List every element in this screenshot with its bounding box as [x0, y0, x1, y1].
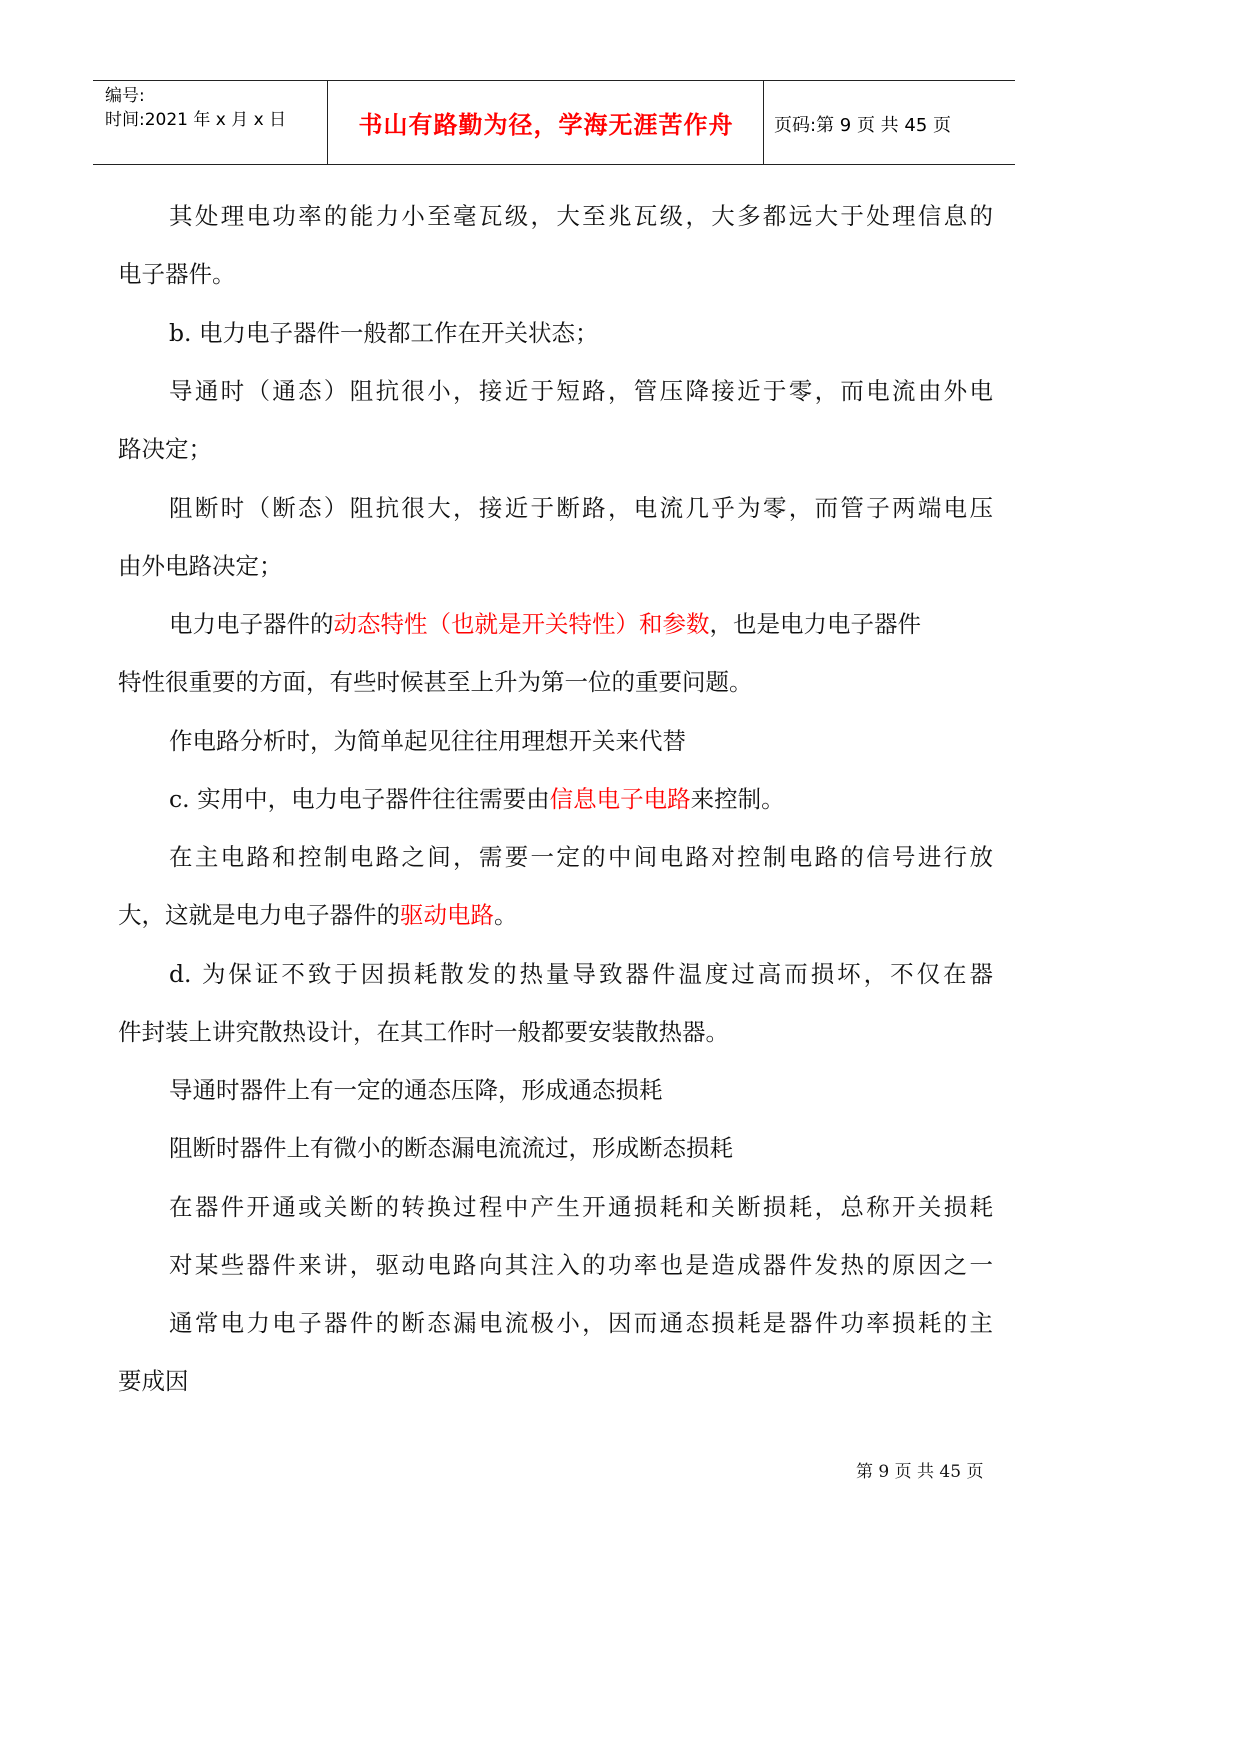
paragraph-line: 阻断时（断态）阻抗很大，接近于断路，电流几乎为零，而管子两端电压: [169, 494, 993, 522]
text-run: 大，这就是电力电子器件的: [118, 901, 400, 929]
paragraph-line: 导通时（通态）阻抗很小，接近于短路，管压降接近于零，而电流由外电: [169, 377, 993, 405]
paragraph-line: [118, 900, 993, 930]
text-run: c. 实用中，电力电子器件往往需要由: [169, 785, 550, 813]
paragraph-line: 在主电路和控制电路之间，需要一定的中间电路对控制电路的信号进行放: [169, 843, 993, 871]
paragraph-line: 其处理电功率的能力小至毫瓦级，大至兆瓦级，大多都远大于处理信息的: [169, 202, 993, 230]
header-page-label: 页码:第 9 页 共 45 页: [774, 115, 952, 136]
paragraph-line: 由外电路决定；: [118, 552, 283, 580]
paragraph-line: b. 电力电子器件一般都工作在开关状态；: [169, 319, 599, 347]
paragraph-line: d. 为保证不致于因损耗散发的热量导致器件温度过高而损坏，不仅在器: [169, 960, 993, 988]
paragraph-line: [169, 784, 993, 814]
paragraph-line: 特性很重要的方面，有些时候甚至上升为第一位的重要问题。: [118, 668, 753, 696]
paragraph-line: 通常电力电子器件的断态漏电流极小，因而通态损耗是器件功率损耗的主: [169, 1309, 993, 1337]
paragraph-line: 导通时器件上有一定的通态压降，形成通态损耗: [169, 1076, 663, 1104]
paragraph-line: 电子器件。: [118, 260, 236, 288]
header-motto: 书山有路勤为径，学海无涯苦作舟: [358, 111, 734, 139]
paragraph-line: 要成因: [118, 1367, 189, 1395]
paragraph-line: [169, 609, 993, 639]
paragraph-line: 在器件开通或关断的转换过程中产生开通损耗和关断损耗，总称开关损耗: [169, 1193, 993, 1221]
text-run: 来控制。: [690, 785, 785, 813]
highlight-text: 动态特性（也就是开关特性）和参数: [333, 610, 710, 638]
header-divider-right: [763, 81, 764, 164]
paragraph-line: 对某些器件来讲，驱动电路向其注入的功率也是造成器件发热的原因之一: [169, 1251, 993, 1279]
paragraph-line: 路决定；: [118, 435, 212, 463]
highlight-text: 驱动电路: [400, 901, 494, 929]
header-number-label: 编号:: [105, 86, 145, 106]
paragraph-line: 阻断时器件上有微小的断态漏电流流过，形成断态损耗: [169, 1134, 733, 1162]
header-meta: [105, 84, 286, 132]
page-footer: 第 9 页 共 45 页: [856, 1462, 984, 1482]
text-run: 电力电子器件的: [169, 610, 334, 638]
paragraph-line: 件封装上讲究散热设计，在其工作时一般都要安装散热器。: [118, 1018, 729, 1046]
page-header: [93, 80, 1015, 165]
header-time-label: 时间:2021 年 x 月 x 日: [105, 110, 287, 130]
text-run: ，也是电力电子器件: [709, 610, 921, 638]
text-run: 。: [494, 901, 518, 929]
highlight-text: 信息电子电路: [549, 785, 691, 813]
header-divider-left: [327, 81, 328, 164]
paragraph-line: 作电路分析时，为简单起见往往用理想开关来代替: [169, 727, 686, 755]
